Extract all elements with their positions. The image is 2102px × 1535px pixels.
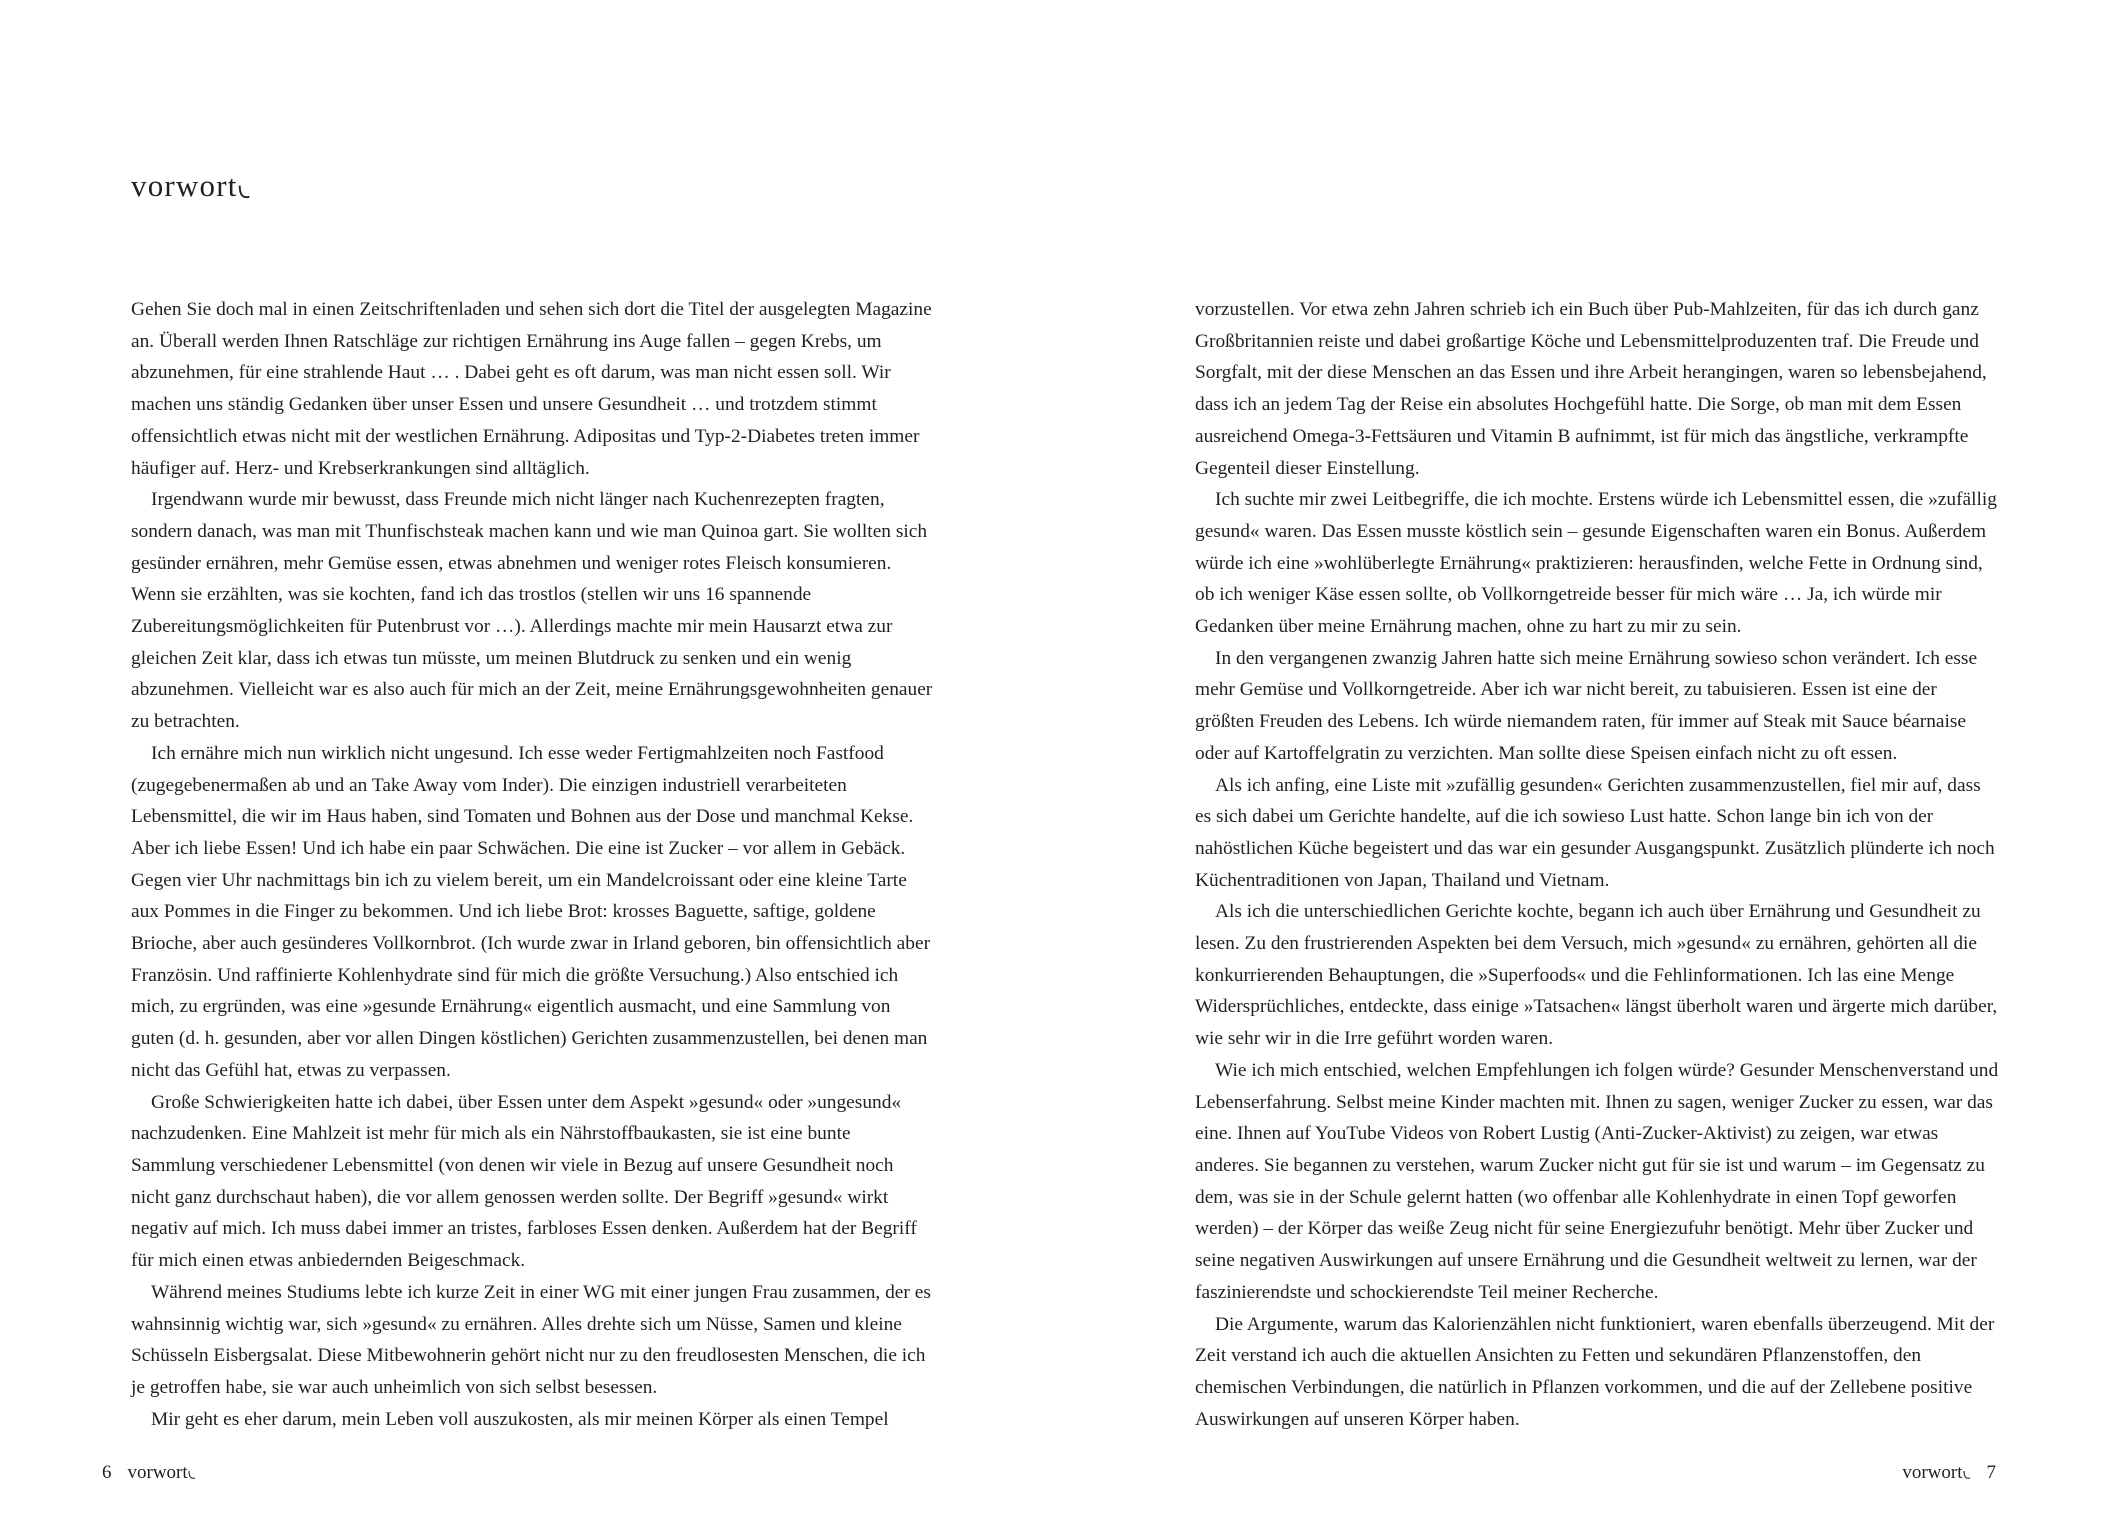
left-text-column (131, 294, 936, 1435)
paragraph: In den vergangenen zwanzig Jahren hatte sich meine Ernährung sowieso schon verändert. Ich esse mehr Gemüse und Vollkorngetreide. Aber ich war nicht bereit, zu tabuisieren. Essen ist eine der größten Freuden des Lebens. Ich würde niemandem raten, für immer auf Steak mit Sauce béarnaise oder auf Kartoffelgratin zu verzichten. Man sollte diese Speisen einfach nicht zu oft essen. (1195, 647, 1978, 764)
paragraph: Als ich anfing, eine Liste mit »zufällig gesunden« Gerichten zusammenzustellen, fiel mir auf, dass es sich dabei um Gerichte handelte, auf die ich sowieso Lust hatte. Schon lange bin ich von der nahöstlichen Küche begeistert und das war ein gesunder Ausgangspunkt. Zusätzlich plünderte ich noch Küchentraditionen von Japan, Thailand und Vietnam. (1195, 774, 1995, 891)
flourish-icon (1963, 1470, 1971, 1480)
paragraph: Mir geht es eher darum, mein Leben voll auszukosten, als mir meinen Körper als einen Tempel (151, 1408, 889, 1430)
right-text-column (1195, 294, 2000, 1435)
paragraph: Irgendwann wurde mir bewusst, dass Freunde mich nicht länger nach Kuchenrezepten fragten, sondern danach, was man mit Thunfischsteak machen kann und wie man Quinoa gart. Sie wollten sich gesünder ernähren, mehr Gemüse essen, etwas abnehmen und weniger rotes Fleisch konsumieren. Wenn sie erzählten, was sie kochten, fand ich das trostlos (stellen wir uns 16 spannende Zubereitungsmöglichkeiten für Putenbrust vor …). Allerdings machte mir mein Hausarzt etwa zur gleichen Zeit klar, dass ich etwas tun müsste, um meinen Blutdruck zu senken und ein wenig abzunehmen. Vielleicht war es also auch für mich an der Zeit, meine Ernährungsgewohnheiten genauer zu betrachten. (131, 489, 933, 733)
left-folio (102, 1459, 196, 1487)
page-number: 7 (1986, 1462, 1996, 1483)
paragraph: vorzustellen. Vor etwa zehn Jahren schrieb ich ein Buch über Pub-Mahlzeiten, für das ich durch ganz Großbritannien reiste und dabei großartige Köche und Lebensmittelproduzenten traf. Die Freude und Sorgfalt, mit der diese Menschen an das Essen und ihre Arbeit herangingen, waren so lebensbejahend, dass ich an jedem Tag der Reise ein absolutes Hochgefühl hatte. Die Sorge, ob man mit dem Essen ausreichend Omega-3-Fettsäuren und Vitamin B aufnimmt, ist für mich das ängstliche, verkrampfte Gegenteil dieser Einstellung. (1195, 299, 1987, 479)
paragraph: Große Schwierigkeiten hatte ich dabei, über Essen unter dem Aspekt »gesund« oder »ungesund« nachzudenken. Eine Mahlzeit ist mehr für mich als ein Nährstoffbaukasten, sie ist eine bunte Sammlung verschiedener Lebensmittel (von denen wir viele in Bezug auf unsere Gesundheit noch nicht ganz durchschaut haben), die vor allem genossen werden sollte. Der Begriff »gesund« wirkt negativ auf mich. Ich muss dabei immer an tristes, farbloses Essen denken. Außerdem hat der Begriff für mich einen etwas anbiedernden Beigeschmack. (131, 1091, 917, 1272)
flourish-icon (188, 1470, 196, 1480)
running-head: vorwort (127, 1462, 188, 1483)
paragraph: Gehen Sie doch mal in einen Zeitschriftenladen und sehen sich dort die Titel der ausgelegten Magazine an. Überall werden Ihnen Ratschläge zur richtigen Ernährung ins Auge fallen – gegen Krebs, um abzunehmen, für eine strahlende Haut … . Dabei geht es oft darum, was man nicht essen soll. Wir machen uns ständig Gedanken über unser Essen und unsere Gesundheit … und trotzdem stimmt offensichtlich etwas nicht mit der westlichen Ernährung. Adipositas und Typ-2-Diabetes treten immer häufiger auf. Herz- und Krebserkrankungen sind alltäglich. (131, 299, 932, 479)
paragraph: Während meines Studiums lebte ich kurze Zeit in einer WG mit einer jungen Frau zusammen, der es wahnsinnig wichtig war, sich »gesund« zu ernähren. Alles drehte sich um Nüsse, Samen und kleine Schüsseln Eisbergsalat. Diese Mitbewohnerin gehört nicht nur zu den freudlosesten Menschen, die ich je getroffen habe, sie war auch unheimlich von sich selbst besessen. (131, 1281, 931, 1398)
right-page (1051, 0, 2102, 1535)
paragraph: Ich ernähre mich nun wirklich nicht ungesund. Ich esse weder Fertigmahlzeiten noch Fastfood (zugegebenermaßen ab und an Take Away vom Inder). Die einzigen industriell verarbeiteten Lebensmittel, die wir im Haus haben, sind Tomaten und Bohnen aus der Dose und manchmal Kekse. Aber ich liebe Essen! Und ich habe ein paar Schwächen. Die eine ist Zucker – vor allem in Gebäck. Gegen vier Uhr nachmittags bin ich zu vielem bereit, um ein Mandelcroissant oder eine kleine Tarte aux Pommes in die Finger zu bekommen. Und ich liebe Brot: krosses Baguette, saftige, goldene Brioche, aber auch gesünderes Vollkornbrot. (Ich wurde zwar in Irland geboren, bin offensichtlich aber Französin. Und raffinierte Kohlenhydrate sind für mich die größte Versuchung.) Also entschied ich mich, zu ergründen, was eine »gesunde Ernährung« eigentlich ausmacht, und eine Sammlung von guten (d. h. gesunden, aber vor allen Dingen köstlichen) Gerichten zusammenzustellen, bei denen man nicht das Gefühl hat, etwas zu verpassen. (131, 742, 931, 1081)
paragraph: Ich suchte mir zwei Leitbegriffe, die ich mochte. Erstens würde ich Lebensmittel essen, die »zufällig gesund« waren. Das Essen musste köstlich sein – gesunde Eigenschaften waren ein Bonus. Außerdem würde ich eine »wohlüberlegte Ernährung« praktizieren: herausfinden, welche Fette in Ordnung sind, ob ich weniger Käse essen sollte, ob Vollkorngetreide besser für mich wäre … Ja, ich würde mir Gedanken über meine Ernährung machen, ohne zu hart zu mir zu sein. (1195, 489, 1997, 638)
running-head: vorwort (1902, 1462, 1963, 1483)
flourish-icon (238, 184, 251, 200)
paragraph: Als ich die unterschiedlichen Gerichte kochte, begann ich auch über Ernährung und Gesundheit zu lesen. Zu den frustrierenden Aspekten bei dem Versuch, mich »gesund« zu ernähren, gehörten all die konkurrierenden Behauptungen, die »Superfoods« und die Fehlinformationen. Ich las eine Menge Widersprüchliches, entdeckte, dass einige »Tatsachen« längst überholt waren und ärgerte mich darüber, wie sehr wir in die Irre geführt worden waren. (1195, 901, 1998, 1050)
chapter-title: vorwort (131, 168, 251, 204)
right-folio (1902, 1459, 1996, 1487)
page-number: 6 (102, 1462, 112, 1483)
paragraph: Die Argumente, warum das Kalorienzählen nicht funktioniert, waren ebenfalls überzeugend. Mit der Zeit verstand ich auch die aktuellen Ansichten zu Fetten und sekundären Pflanzenstoffen, den chemischen Verbindungen, die natürlich in Pflanzen vorkommen, und die auf der Zellebene positive Auswirkungen auf unseren Körper haben. (1195, 1313, 1995, 1430)
paragraph: Wie ich mich entschied, welchen Empfehlungen ich folgen würde? Gesunder Menschenverstand und Lebenserfahrung. Selbst meine Kinder machten mit. Ihnen zu sagen, weniger Zucker zu essen, war das eine. Ihnen auf YouTube Videos von Robert Lustig (Anti-Zucker-Aktivist) zu zeigen, war etwas anderes. Sie begannen zu verstehen, warum Zucker nicht gut für sie ist und warum – im Gegensatz zu dem, was sie in der Schule gelernt hatten (wo offenbar alle Kohlenhydrate in einen Topf geworfen werden) – der Körper das weiße Zeug nicht für seine Energiezufuhr benötigt. Mehr über Zucker und seine negativen Auswirkungen auf unsere Ernährung und die Gesundheit weltweit zu lernen, war der faszinierendste und schockierendste Teil meiner Recherche. (1195, 1059, 1999, 1303)
